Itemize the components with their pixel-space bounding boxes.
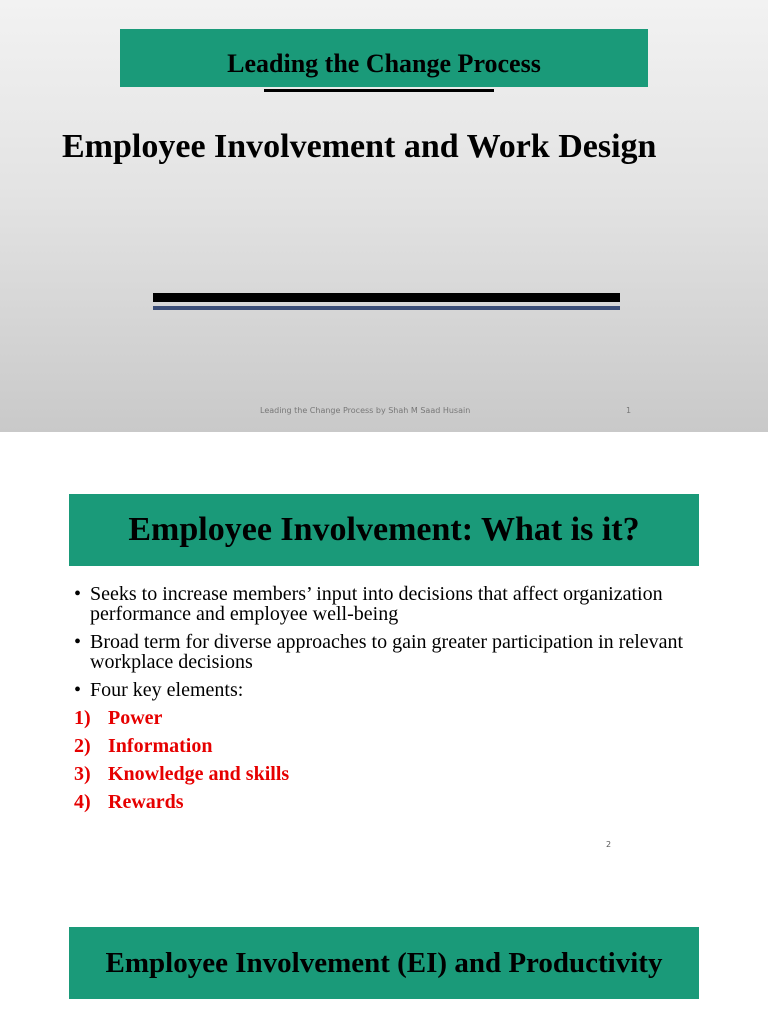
bullet-icon: • (74, 631, 82, 653)
list-item (74, 792, 289, 820)
key-elements-list (74, 708, 289, 820)
slide-1-footer: Leading the Change Process by Shah M Saad Husain (260, 406, 471, 415)
list-item (74, 584, 714, 624)
header-underline (264, 89, 494, 92)
slide-2-page-number: 2 (606, 840, 612, 849)
item-label: Knowledge and skills (108, 763, 290, 785)
list-item (74, 680, 714, 700)
slide-1-page-number: 1 (626, 406, 632, 415)
slide-2-title: Employee Involvement: What is it? (128, 511, 640, 548)
list-item (74, 736, 289, 764)
title-rule-thin (153, 306, 620, 310)
slide-1-header: Leading the Change Process (227, 49, 541, 78)
bullet-text: Broad term for diverse approaches to gain greater participation in relevant workplace decisions (90, 631, 684, 673)
bullet-icon: • (74, 583, 82, 605)
item-number: 3) (74, 763, 91, 785)
item-label: Information (108, 735, 213, 757)
slide-1-title: Employee Involvement and Work Design (62, 128, 657, 165)
title-rule-thick (153, 293, 620, 302)
slide-1-header-band (120, 29, 648, 87)
bullet-text: Seeks to increase members’ input into decisions that affect organization performance and employee well-being (90, 583, 663, 625)
slide-3-title: Employee Involvement (EI) and Productivity (105, 946, 663, 979)
slide-1 (0, 0, 768, 432)
bullet-icon: • (74, 679, 82, 701)
item-number: 4) (74, 791, 91, 813)
list-item (74, 764, 289, 792)
list-item (74, 708, 289, 736)
item-label: Power (108, 707, 163, 729)
slide-2 (0, 432, 768, 864)
item-number: 1) (74, 707, 91, 729)
slide-3 (0, 864, 768, 1024)
bullet-list (74, 584, 714, 708)
item-number: 2) (74, 735, 91, 757)
item-label: Rewards (108, 791, 184, 813)
list-item (74, 632, 714, 672)
slide-2-title-band (69, 494, 699, 566)
bullet-text: Four key elements: (90, 679, 244, 701)
slide-3-title-band (69, 927, 699, 999)
